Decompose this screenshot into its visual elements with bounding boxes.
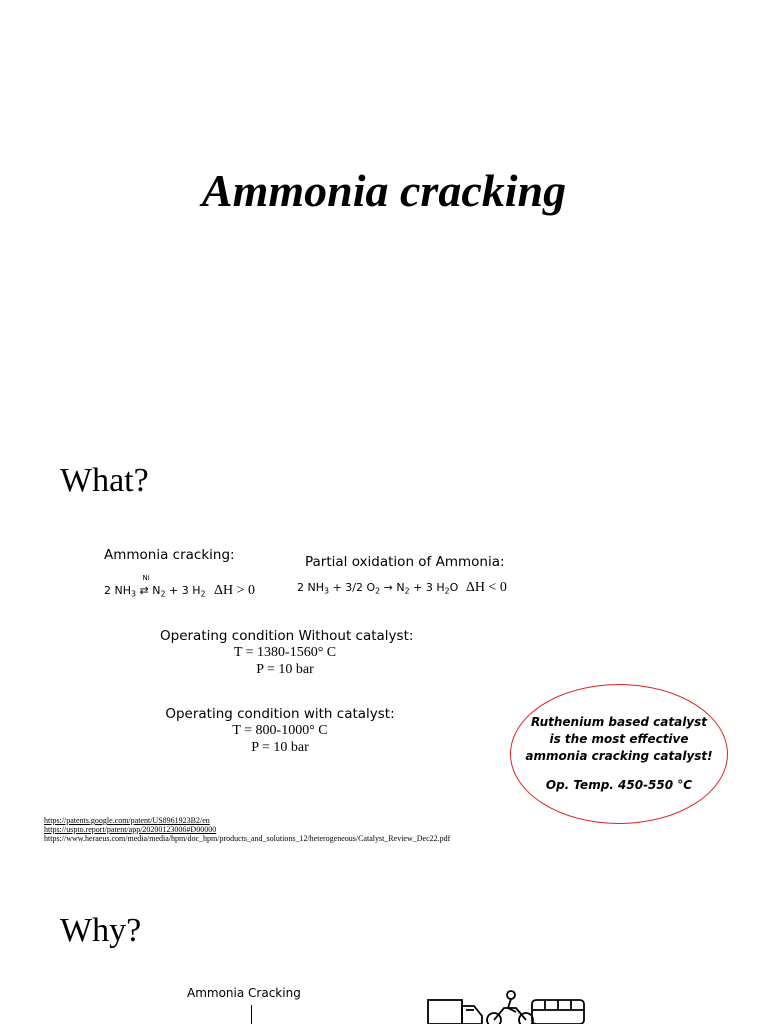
- reference-link[interactable]: https://patents.google.com/patent/US8961923B2/en: [44, 816, 210, 825]
- callout-line: ammonia cracking catalyst!: [525, 749, 713, 763]
- eq-text: N: [152, 584, 161, 597]
- equilibrium-arrow-icon: ⇄: [139, 584, 149, 597]
- eq-text: + 3/2 O: [332, 581, 376, 594]
- diagram-connector: [251, 1005, 252, 1024]
- callout-op-temp: Op. Temp. 450-550 °C: [545, 778, 693, 792]
- eq-text: 2 NH: [297, 581, 324, 594]
- without-catalyst-pressure: P = 10 bar: [256, 662, 314, 677]
- diagram-label: Ammonia Cracking: [187, 986, 301, 1000]
- with-catalyst-heading: Operating condition with catalyst:: [165, 706, 395, 722]
- oxidation-label: Partial oxidation of Ammonia:: [305, 554, 505, 570]
- eq-subscript: 2: [444, 586, 450, 596]
- vehicle-icons: [426, 990, 588, 1024]
- eq-text: + 3 H: [413, 581, 445, 594]
- ruthenium-callout: [510, 684, 728, 824]
- with-catalyst-pressure: P = 10 bar: [251, 740, 309, 755]
- cracking-equation: [104, 574, 256, 599]
- callout-line: is the most effective: [549, 732, 689, 746]
- page-title: Ammonia cracking: [201, 165, 567, 216]
- without-catalyst-heading: Operating condition Without catalyst:: [160, 628, 414, 644]
- eq-text: + 3 H: [169, 584, 201, 597]
- cracking-label: Ammonia cracking:: [104, 547, 235, 563]
- bus-icon: [532, 1000, 584, 1024]
- eq-text: 2 NH: [104, 584, 131, 597]
- reference-text: https://www.heraeus.com/media/media/hpm/doc_hpm/products_and_solutions_12/heterogeneous/Catalyst_Review_Dec22.pdf: [44, 834, 451, 843]
- enthalpy-negative: ΔH < 0: [465, 580, 507, 595]
- references: [44, 816, 450, 843]
- what-heading: What?: [60, 462, 149, 499]
- with-catalyst-block: [165, 706, 395, 756]
- with-catalyst-temp: T = 800-1000° C: [232, 723, 328, 738]
- eq-subscript: 2: [404, 586, 410, 596]
- catalyst-label: Ni: [142, 574, 150, 582]
- truck-icon: [428, 1000, 482, 1024]
- eq-subscript: 2: [375, 586, 381, 596]
- eq-text: → N: [383, 581, 405, 594]
- why-heading: Why?: [60, 912, 142, 949]
- eq-subscript: 2: [200, 589, 206, 599]
- without-catalyst-temp: T = 1380-1560° C: [233, 645, 337, 660]
- eq-subscript: 3: [324, 586, 330, 596]
- reference-link[interactable]: https://uspto.report/patent/app/20200123006#D00000: [44, 825, 217, 834]
- without-catalyst-block: [160, 628, 414, 678]
- eq-subscript: 2: [160, 589, 166, 599]
- eq-text: O: [449, 581, 459, 594]
- oxidation-equation: [297, 580, 507, 596]
- vehicle-icons-svg: [426, 990, 588, 1024]
- enthalpy-positive: ΔH > 0: [214, 583, 256, 598]
- equilibrium-arrow: [139, 574, 150, 597]
- callout-line: Ruthenium based catalyst: [530, 715, 708, 729]
- motorcycle-icon: [487, 991, 533, 1024]
- eq-subscript: 3: [131, 589, 137, 599]
